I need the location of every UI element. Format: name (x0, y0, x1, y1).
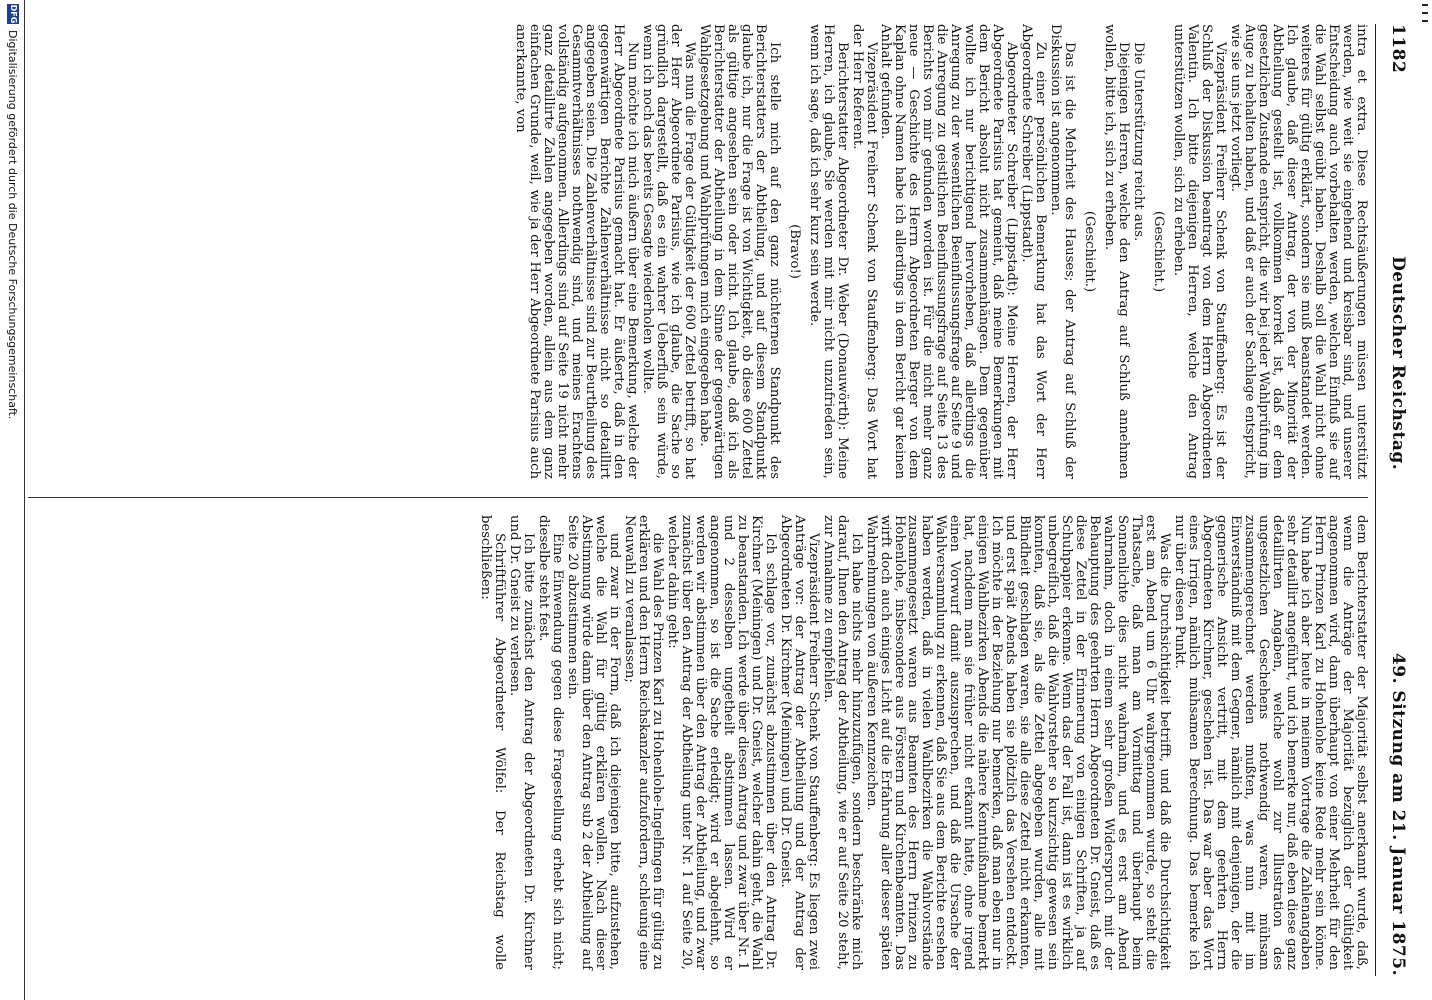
paragraph: Ich schlage vor, zunächst abzustimmen über den Antrag Dr. Kirchner (Meiningen) und Dr. Gneist, welcher dahin geht, die Wahl zu beanstanden. Ich werde über diesen Antrag und zwar über Nr. 1 und 2 desselben ungetheilt abstimmen lassen. Wird er angenommen, so ist die Sache erledigt; wird er abgelehnt, so werden wir abstimmen über den Antrag der Abtheilung, und zwar zunächst über den Antrag der Abtheilung unter Nr. 1 auf Seite 20, welcher dahin geht: (664, 515, 778, 970)
edge-mark (1422, 20, 1428, 22)
paragraph: Eine Einwendung gegen diese Fragestellung erhebt sich nicht; dieselbe steht fest. (535, 515, 565, 970)
paragraph: Diejenigen Herren, welche den Antrag auf Schluß annehmen wollen, bitte ich, sich zu erheben. (1102, 24, 1132, 479)
paragraph: Die Unterstützung reicht aus. (1131, 42, 1147, 242)
paragraph: die Wahl des Prinzen Karl zu Hohenlohe-Ingelfingen für gültig zu erklären und den Herrn Reichskanzler aufzufordern, schleunig eine Neuwahl zu veranlassen; (621, 515, 665, 970)
paragraph: Was nun die Frage der Gültigkeit der 600 Zettel betrifft, so hat der Herr Abgeordnete Parisius, wie ich glaube, die Sache so gründlich dargestellt, daß es ein wahrer Ueberfluß sein würde, wenn ich noch das bereits Gesagte wiederholen wollte. (639, 24, 697, 479)
session-line: 49. Sitzung am 21. Januar 1875. (1388, 652, 1408, 976)
column-divider (28, 497, 1368, 498)
paragraph: Nun möchte ich mich äußern über eine Bemerkung, welche der Herr Abgeordnete Parisius gemacht hat. Er äußerte, daß in den gegenwärtigen Berichte Zahlenverhältnisse nicht so detaillirt angegeben seien. Die Zahlenverhältnisse sind zur Beurtheilung des Gesammtverhältnisses nothwendig sind, und meines Erachtens vollständig aufgenommen. Allerdings sind auf Seite 19 nicht mehr ganz detaillirte Zahlen angegeben worden, allein aus dem ganz einfachen Grunde, weil, wie ja der Herr Abgeordnete Parisius auch anerkannte, von (512, 24, 640, 479)
edge-mark (1422, 4, 1428, 6)
edge-mark (1422, 12, 1428, 14)
scan-edge-marks (1422, 4, 1430, 22)
right-column (477, 515, 1368, 970)
dfg-logo-icon: DFG (9, 4, 18, 24)
paragraph: dem Berichterstatter der Majorität selbst anerkannt wurde, daß, wenn die Anträge der Majorität bezüglich der Gültigkeit angenommen wird, dann überhaupt von einer Mehrheit für den Herrn Prinzen Karl zu Hohenlohe keine Rede mehr sein könne. Nun habe ich aber heute in meinem Vortrage die Zahlenangaben sehr detaillirt angeführt, und ich bemerke nur, daß eben diese ganz detaillirten Angaben, welche wohl zur Illustration des ungesetzlichen Geschehens nothwendig waren, mühsam zusammengerechnet werden mußten, was nun mit im Einverständniß mit dem Gegner, nämlich mit denjenigen, der die gegnerische Ansicht vertritt, mit dem geehrten Herrn Abgeordneten Kirchner, geschehen ist. Das war aber das Wort eines Irrigen, nämlich mühsamen Berechnung. Das bemerke ich nur über diesen Punkt. (1172, 515, 1369, 970)
paragraph: Ich bitte zunächst den Antrag der Abgeordneten Dr. Kirchner und Dr. Gneist zu verlesen. (506, 515, 536, 970)
paragraph: Vizepräsident Freiherr Schenk von Stauffenberg: Es ist der Schluß der Diskussion beantragt von dem Herrn Abgeordneten Valentin. Ich bitte diejenigen Herren, welche den Antrag unterstützen wollen, sich zu erheben. (1171, 24, 1229, 479)
digitization-credit: Digitalisierung gefördert durch die Deutsche Forschungsgemeinschaft. (6, 30, 20, 420)
paragraph: Berichterstatter Abgeordneter Dr. Weber (Donauwörth): Meine Herren, ich glaube, Sie werden mit mir nicht unzufrieden sein, wenn ich sage, daß ich sehr kurz sein werde. (806, 24, 850, 479)
page-title: Deutscher Reichstag. (1388, 256, 1408, 471)
paragraph: Vizepräsident Freiherr Schenk von Stauffenberg: Das Wort hat der Herr Referent. (849, 24, 879, 479)
paragraph: Ich habe nichts mehr hinzuzufügen, sondern beschränke mich darauf, Ihnen den Antrag der Abtheilung, wie er auf Seite 20 steht, zur Annahme zu empfehlen. (820, 515, 864, 970)
stage-direction: (Geschieht.) (1151, 210, 1167, 293)
stage-direction: (Bravo!) (786, 224, 802, 279)
paragraph: Ich stelle mich auf den ganz nüchternen Standpunkt des Berichterstatters der Abtheilung, und auf diesem Standpunkt glaube ich, nur die Frage ist von Wichtigkeit, ob diese 600 Zettel als gültige angesehen sein oder nicht. Ich glaube, daß ich als Berichterstatter der Abtheilung in dem Sinne der gegenwärtigen Wahlgesetzgebung und Wahlprüfungen mich eingegeben habe. (696, 24, 782, 479)
paragraph: Schriftführer Abgeordneter Wölfel: Der Reichstag wolle beschließen: (477, 515, 507, 970)
paragraph: Das ist die Mehrheit des Hauses; der Antrag auf Schluß der Diskussion ist angenommen. (1048, 24, 1078, 479)
paragraph: Was die Durchsichtigkeit betrifft, und daß die Durchsichtigkeit erst am Abend um 6 Uhr wahrgenommen wurde, so steht die Thatsache, daß man am Vormittag und überhaupt beim Sonnenlichte dies nicht wahrnahm, und es erst am Abend wahrnahm, doch in einem sehr großen Widerspruch mit der Behauptung des geehrten Herrn Abgeordneten Dr. Gneist, daß es diese Zettel in der Erinnerung von einigen Schriften, ja auf Schuhpapier erkenne. Wenn das der Fall ist, dann ist es wirklich unbegreiflich, daß die Wahlvorsteher so kurzsichtig gewesen sein konnten, daß sie, als die Zettel abgegeben wurden, alle mit Blindheit geschlagen waren, sie alle diese Zettel nicht erkannten, und erst spät Abends haben sie plötzlich das Versehen entdeckt. Ich möchte in der Beziehung nur bemerken, daß man eben nur in einigen Wahlbezirken Abends die nähere Kenntnißnahme bemerkt hat, nachdem man sie früher nicht erkannt hatte, ohne irgend einen Vorwurf damit auszusprechen, und daß die Ursache der Wahlversammlung zu erkennen, daß Sie aus dem Berichte ersehen haben werden, daß in vielen Wahlbezirken die Wahlvorstände zusammengesetzt waren aus Beamten des Herrn Prinzen zu Hohenlohe, insbesondere aus Förstern und Kirchenbeamten. Das wirft doch auch einiges Licht auf die Erfahrung aller dieser späten Wahrnehmungen von äußeren Kennzeichen. (863, 515, 1173, 970)
stage-direction: (Geschieht.) (1082, 210, 1098, 293)
digitization-footer (2, 0, 25, 1000)
paragraph: Vizepräsident Freiherr Schenk von Stauffenberg: Es liegen zwei Anträge vor: der Antrag der Abtheilung und der Antrag der Abgeordneten Dr. Kirchner (Meiningen) und Dr. Gneist. (777, 515, 821, 970)
paragraph: Abgeordneter Schreiber (Lippstadt): Meine Herren, der Herr Abgeordnete Parisius hat gemeint, daß meine Bemerkungen mit dem Bericht absolut nicht zusammenhängen. Dem gegenüber wollte ich nur berichtigend hervorheben, daß allerdings die Anregung zu der wesentlichen Beeinflussungsfrage auf Seite 9 und die Anregung zu geistlichen Beeinflussungsfrage auf Seite 13 des Berichts von mir gefunden worden ist. Für die nicht mehr ganz neue — Geschichte des Herrn Abgeordneten Berger von dem Kaplan ohne Namen habe ich allerdings in dem Bericht gar keinen Anhalt gefunden. (878, 24, 1020, 479)
left-column (512, 24, 1368, 479)
paragraph: Zu einer persönlichen Bemerkung hat das Wort der Herr Abgeordnete Schreiber (Lippstadt). (1019, 24, 1049, 479)
paragraph: intra et extra. Diese Rechtsäußerungen müssen unterstützt werden, wie weit sie eingehend und kreisbar sind, und unserer Entscheidung auch vorbehalten werden, welchen Einfluß sie auf die Wahl selbst geübt haben. Deshalb soll die Wahl nicht ohne weiteres für gültig erklärt, sondern sie muß beanstandet werden. Ich glaube, daß dieser Antrag, der von der Minorität der Abtheilung gestellt ist, vollkommen korrekt ist, daß er dem gesetzlichen Zustande entspricht, die wir bei jeder Wahlprüfung im Auge zu behalten haben, und daß er auch der Sachlage entspricht, wie sie uns jetzt vorliegt. (1228, 24, 1369, 479)
paragraph: und zwar in der Form, daß ich diejenigen bitte, aufzustehen, welche die Wahl für gültig erklären wollen. Nach dieser Abstimmung würde dann über den Antrag sub 2 der Abtheilung auf Seite 20 abzustimmen sein. (564, 515, 622, 970)
page-number: 1182 (1388, 24, 1408, 74)
page-header (1375, 24, 1408, 976)
